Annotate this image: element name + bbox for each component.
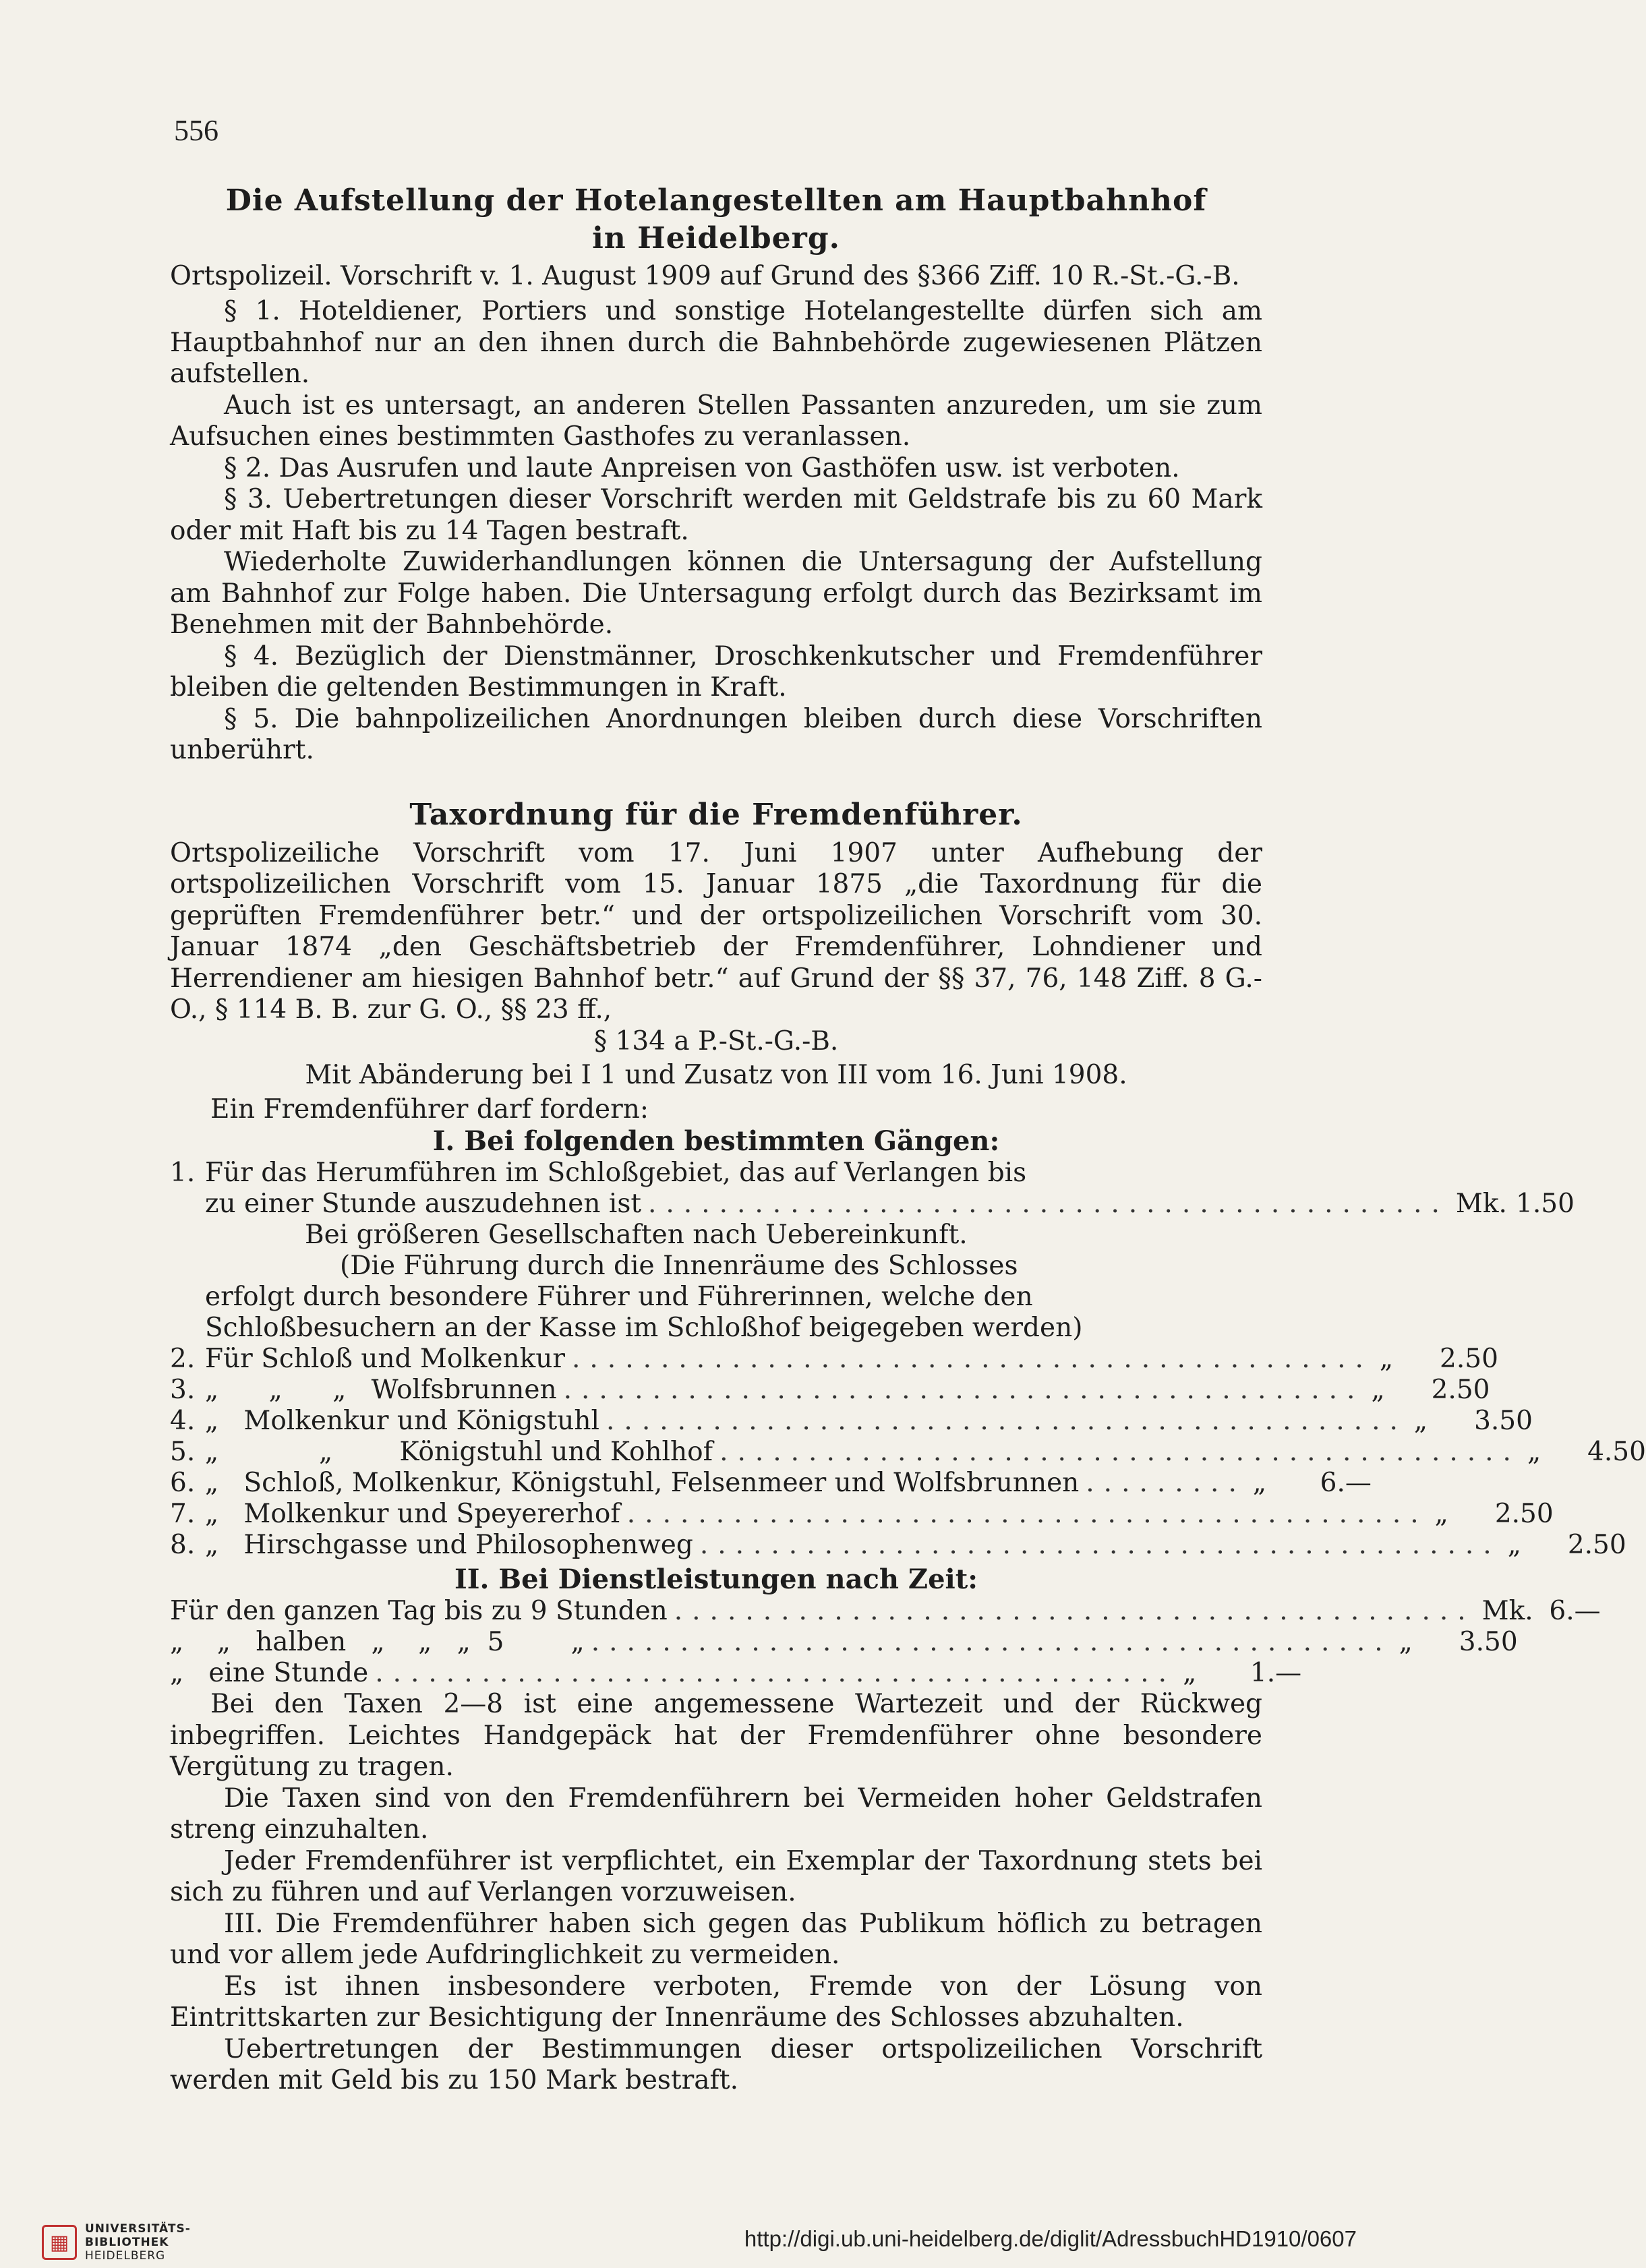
section-title-line1: Die Aufstellung der Hotelangestellten am Hauptbahnhof bbox=[225, 183, 1207, 218]
tariff-price: 3.50 bbox=[1474, 1406, 1533, 1436]
tariff-number: 6. bbox=[170, 1468, 196, 1498]
part-title: I. Bei folgenden bestimmten Gängen: bbox=[432, 1125, 1000, 1157]
time-price: 6.— bbox=[1549, 1596, 1601, 1626]
time-price: 3.50 bbox=[1459, 1627, 1518, 1657]
paragraph: Auch ist es untersagt, an anderen Stellen Passanten anzureden, um sie zum Aufsuchen eines bestimmten Gasthofes zu veranlassen. bbox=[170, 390, 1262, 452]
leader-dots: ............................................. bbox=[648, 1189, 1449, 1219]
section-title: Taxordnung für die Fremdenführer. bbox=[409, 797, 1023, 832]
tariff-price: 4.50 bbox=[1587, 1437, 1646, 1467]
tariff-row bbox=[170, 1468, 1372, 1499]
closing-paragraph: Uebertretungen der Bestimmungen dieser ortspolizeilichen Vorschrift werden mit Geld bis zu 150 Mark bestraft. bbox=[170, 2033, 1262, 2095]
section-title-line2: in Heidelberg. bbox=[592, 221, 840, 256]
tariff-number: 1. bbox=[170, 1158, 196, 1188]
tariff-text: „ Hirschgasse und Philosophenweg bbox=[205, 1530, 693, 1560]
leader-dots: ............................................. bbox=[572, 1344, 1373, 1374]
time-text: „ eine Stunde bbox=[170, 1658, 369, 1688]
tariff-price: 2.50 bbox=[1567, 1530, 1626, 1560]
tariff-row bbox=[170, 1375, 1490, 1406]
tariff-price: 2.50 bbox=[1494, 1499, 1554, 1529]
tariff-number: 3. bbox=[170, 1375, 196, 1405]
leader-dots: ............................................. bbox=[606, 1406, 1407, 1436]
tariff-row bbox=[170, 1499, 1554, 1530]
tariff-currency: „ bbox=[1371, 1375, 1385, 1405]
time-price: 1.— bbox=[1250, 1658, 1302, 1688]
tariff-text: Für das Herumführen im Schloßgebiet, das auf Verlangen bis bbox=[205, 1158, 1027, 1188]
tariff-row bbox=[170, 1530, 1626, 1561]
time-currency: Mk. bbox=[1481, 1596, 1533, 1626]
source-url-link[interactable]: http://digi.ub.uni-heidelberg.de/diglit/AdressbuchHD1910/0607 bbox=[744, 2226, 1357, 2251]
tariff-number: 2. bbox=[170, 1344, 196, 1374]
library-logo[interactable] bbox=[42, 2222, 191, 2263]
tariff-text: zu einer Stunde auszudehnen ist bbox=[205, 1189, 642, 1219]
tariff-text: „ „ Königstuhl und Kohlhof bbox=[205, 1437, 713, 1467]
leader-dots: ............................................. bbox=[563, 1375, 1365, 1405]
time-row bbox=[170, 1596, 1601, 1627]
tariff-number: 8. bbox=[170, 1530, 196, 1560]
paragraph: § 4. Bezüglich der Dienstmänner, Droschkenkutscher und Fremdenführer bleiben die geltenden Bestimmungen in Kraft. bbox=[170, 640, 1262, 703]
tariff-text: „ Molkenkur und Speyererhof bbox=[205, 1499, 620, 1529]
tariff-number: 7. bbox=[170, 1499, 196, 1529]
tariff-note: Bei größeren Gesellschaften nach Uebereinkunft. bbox=[305, 1220, 968, 1250]
tariff-row bbox=[170, 1406, 1533, 1437]
tariff-row bbox=[170, 1437, 1646, 1468]
time-text: „ „ halben „ „ „ 5 „ bbox=[170, 1627, 585, 1657]
library-name-line: UNIVERSITÄTS- bbox=[85, 2222, 191, 2236]
intro-line: Ein Fremdenführer darf fordern: bbox=[210, 1094, 649, 1125]
closing-paragraph: Jeder Fremdenführer ist verpflichtet, ein Exemplar der Taxordnung stets bei sich zu führen und auf Verlangen vorzuweisen. bbox=[170, 1845, 1262, 1907]
time-currency: „ bbox=[1183, 1658, 1197, 1688]
time-row bbox=[170, 1627, 1518, 1658]
tariff-row bbox=[170, 1158, 1262, 1189]
leader-dots: ............................................. bbox=[375, 1658, 1177, 1688]
closing-paragraph: Es ist ihnen insbesondere verboten, Fremde von der Lösung von Eintrittskarten zur Besichtigung der Innenräume des Schlosses abzuhalten. bbox=[170, 1971, 1262, 2033]
tariff-currency: „ bbox=[1252, 1468, 1267, 1498]
leader-dots: ............................................. bbox=[674, 1596, 1475, 1626]
section-source: Ortspolizeil. Vorschrift v. 1. August 1909 auf Grund des §366 Ziff. 10 R.-St.-G.-B. bbox=[170, 261, 1240, 291]
time-currency: „ bbox=[1399, 1627, 1413, 1657]
tariff-note: (Die Führung durch die Innenräume des Schlosses erfolgt durch besondere Führer und Führerinnen, welche den Schloßbesuchern an der Kasse im Schloßhof beigegeben werden) bbox=[205, 1251, 1083, 1343]
closing-paragraph: III. Die Fremdenführer haben sich gegen das Publikum höflich zu betragen und vor allem jede Aufdringlichkeit zu vermeiden. bbox=[170, 1908, 1262, 1970]
tariff-currency: „ bbox=[1413, 1406, 1428, 1436]
tariff-currency: „ bbox=[1507, 1530, 1521, 1560]
time-row bbox=[170, 1658, 1302, 1689]
tariff-text: „ Molkenkur und Königstuhl bbox=[205, 1406, 600, 1436]
leader-dots: ............................................. bbox=[699, 1530, 1501, 1560]
leader-dots: ............................................. bbox=[626, 1499, 1428, 1529]
tariff-text: „ Schloß, Molkenkur, Königstuhl, Felsenmeer und Wolfsbrunnen bbox=[205, 1468, 1080, 1498]
tariff-price: 6.— bbox=[1320, 1468, 1372, 1498]
time-text: Für den ganzen Tag bis zu 9 Stunden bbox=[170, 1596, 668, 1626]
tariff-price: 2.50 bbox=[1431, 1375, 1490, 1405]
tariff-text: Für Schloß und Molkenkur bbox=[205, 1344, 566, 1374]
tariff-currency: „ bbox=[1527, 1437, 1541, 1467]
library-name-line: HEIDELBERG bbox=[85, 2249, 166, 2263]
tariff-number: 5. bbox=[170, 1437, 196, 1467]
tariff-price: 1.50 bbox=[1516, 1189, 1575, 1219]
library-name-line: BIBLIOTHEK bbox=[85, 2236, 169, 2249]
leader-dots: ......... bbox=[1086, 1468, 1246, 1498]
section-source-last: § 134 a P.-St.-G.-B. bbox=[593, 1025, 839, 1056]
paragraph: § 2. Das Ausrufen und laute Anpreisen von Gasthöfen usw. ist verboten. bbox=[224, 452, 1180, 483]
page-content bbox=[170, 182, 1646, 2097]
page-number: 556 bbox=[174, 114, 218, 147]
part-title: II. Bei Dienstleistungen nach Zeit: bbox=[454, 1563, 978, 1595]
amendment-note: Mit Abänderung bei I 1 und Zusatz von III vom 16. Juni 1908. bbox=[305, 1060, 1127, 1090]
leader-dots: ............................................. bbox=[591, 1627, 1392, 1657]
tariff-row bbox=[170, 1189, 1575, 1220]
section-source: Ortspolizeiliche Vorschrift vom 17. Juni 1907 unter Aufhebung der ortspolizeilichen Vorschrift vom 15. Januar 1875 „die Taxordnung für die geprüften Fremdenführer betr.“ und der ortspolizeilichen Vorschrift vom 30. Januar 1874 „den Geschäftsbetrieb der Fremdenführer, Lohndiener und Herrendiener am hiesigen Bahnhof betr.“ auf Grund der §§ 37, 76, 148 Ziff. 8 G.-O., § 114 B. B. zur G. O., §§ 23 ff., bbox=[170, 837, 1262, 1025]
leader-dots: ............................................. bbox=[719, 1437, 1521, 1467]
tariff-row bbox=[170, 1344, 1498, 1375]
tariff-currency: „ bbox=[1434, 1499, 1448, 1529]
paragraph: § 3. Uebertretungen dieser Vorschrift werden mit Geldstrafe bis zu 60 Mark oder mit Haft bis zu 14 Tagen bestraft. bbox=[170, 484, 1262, 546]
tariff-number: 4. bbox=[170, 1406, 196, 1436]
paragraph: § 5. Die bahnpolizeilichen Anordnungen bleiben durch diese Vorschriften unberührt. bbox=[170, 703, 1262, 765]
paragraph: Wiederholte Zuwiderhandlungen können die Untersagung der Aufstellung am Bahnhof zur Folge haben. Die Untersagung erfolgt durch das Bezirksamt im Benehmen mit der Bahnbehörde. bbox=[170, 547, 1262, 640]
closing-paragraph: Die Taxen sind von den Fremdenführern bei Vermeiden hoher Geldstrafen streng einzuhalten. bbox=[170, 1783, 1262, 1845]
paragraph: § 1. Hoteldiener, Portiers und sonstige Hotelangestellte dürfen sich am Hauptbahnhof nur an den ihnen durch die Bahnbehörde zugewiesenen Plätzen aufstellen. bbox=[170, 296, 1262, 389]
closing-paragraph: Bei den Taxen 2—8 ist eine angemessene Wartezeit und der Rückweg inbegriffen. Leichtes Handgepäck hat der Fremdenführer ohne besondere Vergütung zu tragen. bbox=[170, 1689, 1262, 1782]
library-name bbox=[85, 2222, 191, 2263]
university-seal-icon: ▦ bbox=[42, 2225, 77, 2260]
tariff-currency: Mk. bbox=[1455, 1189, 1507, 1219]
tariff-text: „ „ „ Wolfsbrunnen bbox=[205, 1375, 557, 1405]
tariff-price: 2.50 bbox=[1440, 1344, 1498, 1374]
tariff-currency: „ bbox=[1379, 1344, 1394, 1374]
